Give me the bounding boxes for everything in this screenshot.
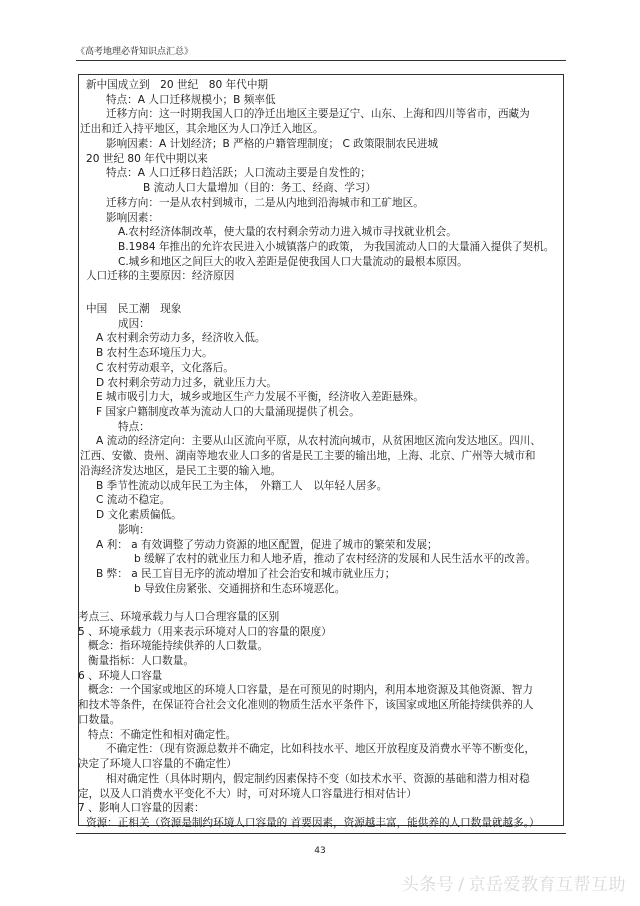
text-line: B 弊： a 民工盲目无序的流动增加了社会治安和城市就业压力； [96,568,396,580]
text-line: 概念：指环境能持续供养的人口数量。 [88,640,269,652]
text-line: 资源：正相关（资源是制约环境人口容量的 首要因素，资源越丰富，能供养的人口数量就越多。） [86,817,540,829]
text-line: 5 、环境承载力（用来表示环境对人口的容量的限度） [78,626,332,638]
header-divider [76,60,566,61]
text-line: 20 世纪 80 年代中期以来 [86,153,208,165]
text-line: A 利： a 有效调整了劳动力资源的地区配置，促进了城市的繁荣和发展； [96,539,438,551]
text-line: 影响因素：A 计划经济；B 严格的户籍管理制度； C 政策限制农民进城 [106,138,439,150]
watermark-account: 京岳爱教育互帮互助 [468,875,626,895]
text-line: C.城乡和地区之间巨大的收入差距是促使我国人口大量流动的最根本原因。 [118,256,468,268]
text-line: A 流动的经济定向：主要从山区流向平原，从农村流向城市，从贫困地区流向发达地区。四川、 [96,435,541,447]
text-line: 6 、环境人口容量 [78,670,163,682]
text-line: 新中国成立到 20 世纪 80 年代中期 [86,79,269,91]
watermark [402,870,626,895]
text-line: 不确定性：（现有资源总数并不确定，比如科技水平、地区开放程度及消费水平等不断变化， [106,743,536,755]
text-line: 影响因素： [106,212,159,224]
text-line: D 文化素质偏低。 [96,509,182,521]
text-line: B 季节性流动以成年民工为主体， 外籍工人 以年轻人居多。 [96,480,388,492]
watermark-separator: / [458,875,465,895]
text-line: B.1984 年推出的允许农民进入小城镇落户的政策， 为我国流动人口的大量涌入提供了契机。 [118,241,555,253]
text-line: 决定了环境人口容量的不确定性） [78,758,237,770]
text-line: 概念：一个国家或地区的环境人口容量，是在可预见的时期内，利用本地资源及其他资源、智力 [88,684,533,696]
text-line: A 农村剩余劳动力多，经济收入低。 [96,332,266,344]
text-line: 特点：A 人口迁移日趋活跃；人口流动主要是自发性的； [106,167,371,179]
text-line: 江西、安徽、贵州、湖南等地农业人口多的省是民工主要的输出地，上海、北京、广州等大城市和 [80,450,536,462]
text-line: B 农村生态环境压力大。 [96,347,213,359]
text-line: 特点：A 人口迁移规模小；B 频率低 [106,94,276,106]
text-line: C 农村劳动艰辛，文化落后。 [96,362,234,374]
text-line: b 缓解了农村的就业压力和人地矛盾，推动了农村经济的发展和人民生活水平的改善。 [134,553,537,565]
document-header-title: 《高考地理必背知识点汇总》 [76,47,194,57]
text-line: 7 、影响人口容量的因素： [78,802,205,814]
footer-divider [76,833,566,834]
text-line: A.农村经济体制改革，使大量的农村剩余劳动力进入城市寻找就业机会。 [118,226,457,238]
text-line: 人口迁移的主要原因：经济原因 [86,270,235,282]
text-line: 特点：不确定性和相对确定性。 [88,729,237,741]
text-line: 沿海经济发达地区，是民工主要的输入地。 [80,465,282,477]
text-line: D 农村剩余劳动力过多，就业压力大。 [96,377,278,389]
page-number: 43 [314,846,326,856]
text-line: 影响： [118,524,150,536]
text-line: F 国家户籍制度改革为流动人口的大量涌现提供了机会。 [96,406,360,418]
section-heading: 考点三、环境承载力与人口合理容量的区别 [78,611,280,623]
text-line: 中国 民工潮 现象 [86,303,182,315]
text-line: 成因： [118,318,150,330]
text-line: b 导致住房紧张、交通拥挤和生态环境恶化。 [134,583,346,595]
watermark-source: 头条号 [401,875,455,895]
text-line: 和技术等条件，在保证符合社会文化准则的物质生活水平条件下，该国家或地区所能持续供养的人 [78,699,534,711]
text-line: 相对确定性（具体时期内，假定制约因素保持不变（如技术水平、资源的基础和潜力相对稳 [106,773,530,785]
text-line: C 流动不稳定。 [96,494,171,506]
text-line: B 流动人口大量增加（目的：务工、经商、学习） [143,182,377,194]
text-line: E 城市吸引力大，城乡或地区生产力发展不平衡，经济收入差距悬殊。 [96,391,424,403]
text-line: 迁出和迁入持平地区，其余地区为人口净迁入地区。 [80,123,324,135]
text-line: 定，以及人口消费水平变化不大）时，可对环境人口容量进行相对估计） [78,788,417,800]
text-line: 迁移方向：一是从农村到城市，二是从内地到沿海城市和工矿地区。 [106,197,424,209]
text-line: 迁移方向：这一时期我国人口的净迁出地区主要是辽宁、山东、上海和四川等省市，西藏为 [106,108,530,120]
text-line: 衡量指标：人口数量。 [88,655,194,667]
text-line: 口数量。 [78,714,121,726]
text-line: 特点： [118,421,150,433]
